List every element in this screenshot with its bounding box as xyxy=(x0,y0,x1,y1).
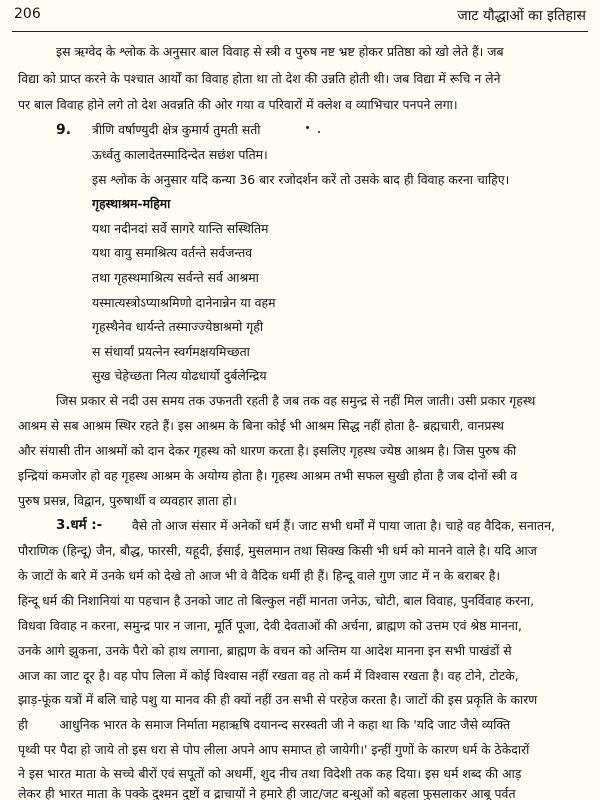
paragraph-line: पुरुष प्रसन्न, विद्वान, पुरुषार्थी व व्यवहार ज्ञाता हो। xyxy=(18,493,237,508)
paragraph-line: उनके आगे झुकना, उनके पैरो को हाथ लगाना, ब्राह्मण के वचन को अन्तिम या आदेश मानना इन सभी पाखंडों से xyxy=(18,643,512,658)
paragraph-line: ने इस भारत माता के सच्चे बीरों एवं सपूतों को अधर्मी, शुद नीच तथा विदेशी तक कह दिया। इस धर्म शब्द की आड़ xyxy=(18,766,522,781)
verse-line: सुख चेहेच्छता नित्य योढधार्यो दुर्बलेन्द्रिय xyxy=(92,368,267,383)
paragraph-line: और संयासी तीन आश्रमों को दान देकर गृहस्थ को धारण करता है। इसलिए गृहस्थ ज्येष्ठ आश्रम है। जिस पुरुष की xyxy=(18,443,517,458)
paragraph-line: के जाटों के बारे में उनके धर्म को देखे तो आज भी वे वैदिक धर्मी ही हैं। हिन्दू वाले गुण जाट में न के बराबर है। xyxy=(18,568,501,583)
verse-line: स संधार्यां प्रयत्नेन स्वर्गमक्षयमिच्छता xyxy=(92,344,250,359)
paragraph-line: आश्रम से सब आश्रम स्थिर रहते हैं। इस आश्रम के बिना कोई भी आश्रम सिद्ध नहीं होता है- ब्रह्मचारी, वानप्रस्थ xyxy=(18,418,504,433)
ink-speck xyxy=(306,126,309,129)
verse-line: यथा वायु समाश्रित्य वर्तन्ते सर्वजन्तव xyxy=(92,245,253,260)
intro-line: विद्या को प्राप्त करने के पश्चात आर्यों का विवाह होता था तो देश की उन्नति होती थी। जब विद्या में रूचि न लेने xyxy=(18,71,501,86)
verse-number: 9. xyxy=(56,122,72,138)
paragraph-line: इन्द्रियां कमजोर हो वह गृहस्थ आश्रम के अयोग्य होता है। गृहस्थ आश्रम तभी सफल सुखी होता है जब दोनों स्त्री व xyxy=(18,468,518,483)
page-header xyxy=(14,6,586,30)
section-heading: 3.धर्म :- xyxy=(56,518,103,533)
paragraph-line: हिन्दू धर्म की निशानियां या पहचान है उनको जाट तो बिल्कुल नहीं मानता जनेऊ, चोटी, बाल विवाह, पुनर्विवाह करना, xyxy=(18,593,535,608)
verse-line: गृहस्थैनेव धार्यन्ते तस्माज्ज्येष्ठाश्रमो गृही xyxy=(92,319,264,334)
paragraph-line: वैसे तो आज संसार में अनेकों धर्म हैं। जाट सभी धर्मों में पाया जाता है। चाहे वह वैदिक, सनातन, xyxy=(132,518,555,533)
paragraph-line: आज का जाट दूर है। वह पोप लिला में कोई विश्वास नहीं रखता वह तो कर्म में विश्वास रखता है। वह टोने, टोटके, xyxy=(18,668,519,683)
paragraph-line: झाड़-फूंक यत्रों में बलि चाहे पशु या मानव की ही क्यों नहीं उन सभी से परहेज करता है। जाटों की इस प्रकृति के कारण xyxy=(18,692,538,707)
verse-line: यथा नदीनदां सर्वे सागरे यान्ति सस्थितिम xyxy=(92,221,269,236)
paragraph-line: ही आधुनिक भारत के समाज निर्माता महाऋषि दयानन्द सरस्वती जी ने कहा था कि 'यदि जाट जैसे व्यक्ति xyxy=(18,717,511,732)
verse-line: यस्मात्यस्त्रोऽप्याश्रमिणो दानेनान्नेन या वहम xyxy=(92,295,276,310)
page-number: 206 xyxy=(14,6,41,22)
running-head: जाट यौद्धाओं का इतिहास xyxy=(457,8,586,24)
paragraph-line: विधवा विवाह न करना, समुन्द्र पार न जाना, मूर्ति पूजा, देवी देवताओं की अर्चना, ब्राह्मण को उत्तम एवं श्रेष्ठ मानना, xyxy=(18,618,522,633)
header-rule xyxy=(12,31,588,32)
paragraph-line: पौराणिक (हिन्दू) जैन, बौद्ध, फारसी, यहूदी, ईसाई, मुसलमान तथा सिक्ख किसी भी धर्म को मानने वाले है। यदि आज xyxy=(18,543,537,558)
intro-line: इस ऋग्वेद के श्लोक के अनुसार बाल विवाह से स्त्री व पुरुष नष्ट भ्रष्ट होकर प्रतिष्ठा को खो लेते हैं। जब xyxy=(56,44,504,59)
paragraph-line: जिस प्रकार से नदी उस समय तक उफनती रहती है जब तक वह समुन्द्र से नहीं मिल जाती। उसी प्रकार गृहस्थ xyxy=(56,393,536,408)
verse-line: ऊर्ध्वतु कालादेतस्मादिन्देत सछंश पतिम। xyxy=(92,147,268,162)
paragraph-line: लेकर ही भारत माता के पक्के दुश्मन दुष्टों व द्राचायों ने हमारे ही जाट/जट बन्धुओं को बहला फुसलाकर आबू पर्वत xyxy=(18,786,516,800)
ink-speck xyxy=(318,131,320,133)
section-heading: गृहस्थाश्रम-महिमा xyxy=(92,196,171,211)
verse-explanation: इस श्लोक के अनुसार यदि कन्या 36 बार रजोदर्शन करें तो उसके बाद ही विवाह करना चाहिए। xyxy=(92,172,510,187)
verse-line: तथा गृहस्थमाश्रित्य सर्वन्ते सर्व आश्रमा xyxy=(92,270,259,285)
intro-line: पर बाल विवाह होने लगे तो देश अवन्नति की ओर गया व परिवारों में क्लेश व व्याभिचार पनपने लगा। xyxy=(18,97,458,112)
paragraph-line: पृथ्वी पर पैदा हो जाये तो इस धरा से पोप लीला अपने आप समाप्त हो जायेगी।' इन्हीं गुणों के कारण धर्म के ठेकेदारों xyxy=(18,742,530,757)
verse-line: त्रीणि वर्षाण्युदी क्षेत्र कुमार्य तुमती सती xyxy=(92,122,261,137)
